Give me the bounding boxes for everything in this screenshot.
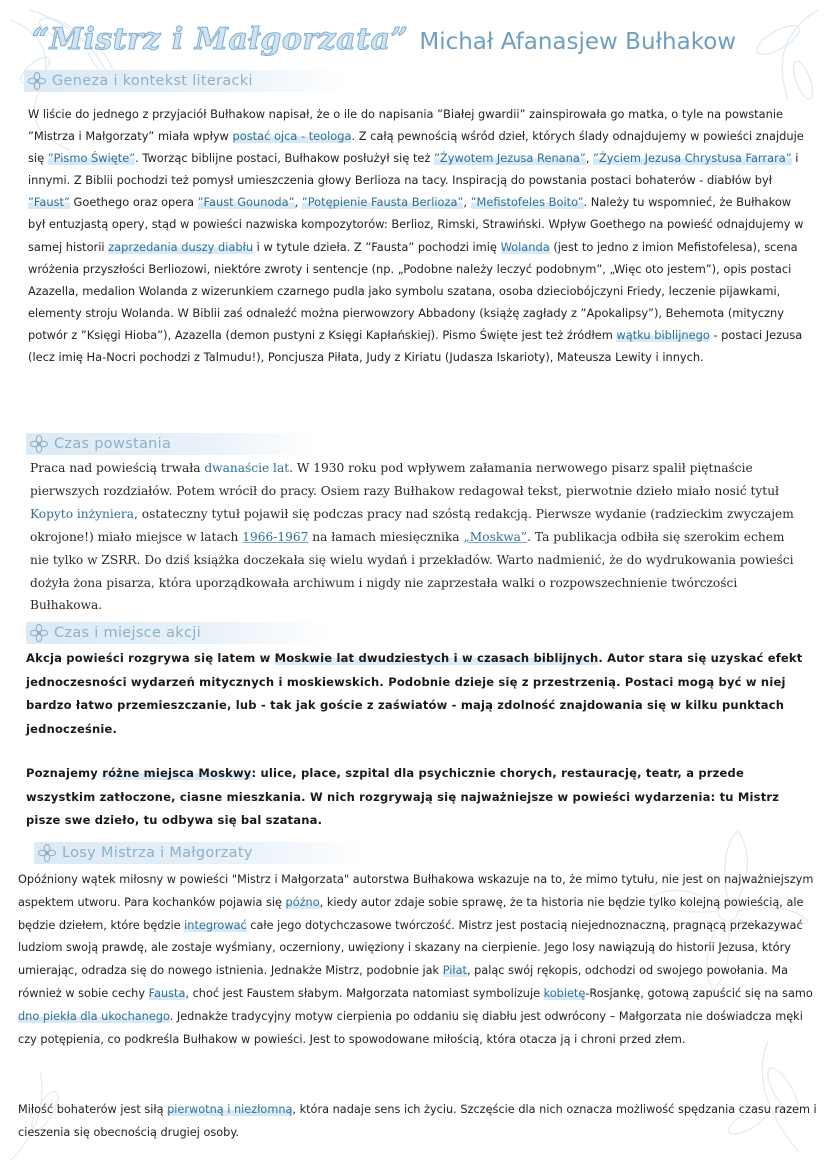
highlight: ”Życiem Jezusa Chrystusa Farrara” xyxy=(593,151,792,166)
page-title xyxy=(32,22,736,57)
section-heading-czas-powstania xyxy=(26,433,320,455)
flower-icon xyxy=(30,435,48,453)
section-heading-label: Geneza i kontekst literacki xyxy=(52,73,253,89)
highlight: postać ojca - teologa xyxy=(232,129,352,144)
paragraph-czas-powstania: Praca nad powieścią trwała dwanaście lat. W 1930 roku pod wpływem załamania nerwowego pisarz spalił piętnaście pierwszych rozdziałów. Potem wrócił do pracy. Osiem razy Bułhakow redagował tekst, pierwotnie dzieło miało nosić tytuł Kopyto inżyniera, ostateczny tytuł pojawił się podczas pracy nad szóstą redakcją. Pierwsze wydanie (radzieckim zwyczajem okrojone!) miało miejsce w latach 1966-1967 na łamach miesięcznika „Moskwa”. Ta publikacja odbiła się szerokim echem nie tylko w ZSRR. Do dziś książka doczekała się wielu wydań i przekładów. Warto nadmienić, że do wydrukowania powieści dożyła żona pisarza, która uporządkowała archiwum i nigdy nie zaprzestała walki o rozpowszechnienie twórczości Bułhakowa. xyxy=(30,461,794,613)
section-heading-label: Czas i miejsce akcji xyxy=(54,625,201,641)
highlight: „Moskwa” xyxy=(463,529,528,544)
highlight: Wolanda xyxy=(500,239,550,254)
highlight: ”Potępienie Fausta Berlioza” xyxy=(301,195,464,210)
section-heading-label: Czas powstania xyxy=(54,436,172,452)
highlight: Fausta xyxy=(148,986,186,1000)
highlight: dwanaście lat xyxy=(204,461,290,475)
highlight: dno piekła dla ukochanego xyxy=(18,1009,170,1023)
highlight: Moskwie lat dwudziestych i w czasach biblijnych xyxy=(274,651,599,665)
flower-icon xyxy=(38,844,56,862)
paragraph-czas-miejsce-2: Poznajemy różne miejsca Moskwy: ulice, place, szpital dla psychicznie chorych, restaurację, teatr, a przede wszystkim zatłoczone, ciasne mieszkania. W nich rozgrywają się najważniejsze w powieści wydarzenia: tu Mistrz pisze swe dzieło, tu odbywa się bal szatana. xyxy=(26,766,780,827)
book-title: “Mistrz i Małgorzata” xyxy=(32,22,409,57)
section-heading-label: Losy Mistrza i Małgorzaty xyxy=(62,845,253,861)
flower-icon xyxy=(28,72,46,90)
highlight: 1966-1967 xyxy=(242,529,309,544)
paragraph-losy-1: Opóźniony wątek miłosny w powieści "Mistrz i Małgorzata" autorstwa Bułhakowa wskazuje na to, że mimo tytułu, nie jest on najważniejszym aspektem utworu. Para kochanków pojawia się późno, kiedy autor zdaje sobie sprawę, że ta historia nie będzie tylko kolejną powieścią, ale będzie dziełem, które będzie integrować całe jego dotychczasowe twórczość. Mistrz jest postacią niejednoznaczną, pragnącą przekazywać ludziom swoją prawdę, ale zostaje wyśmiany, oczerniony, uwięziony i skazany na cierpienie. Jego losy nawiązują do historii Jezusa, który umierając, odradza się do nowego istnienia. Jednakże Mistrz, podobnie jak Piłat, paląc swój rękopis, odchodzi od swojego powołania. Ma również w sobie cechy Fausta, choć jest Faustem słabym. Małgorzata natomiast symbolizuje kobietę-Rosjankę, gotową zapuścić się na samo dno piekła dla ukochanego. Jednakże tradycyjny motyw cierpienia po oddaniu się diabłu jest odwrócony – Małgorzata nie doświadcza męki czy potępienia, co podkreśla Bułhakow w powieści. Jest to spowodowane miłością, która otacza ją i chroni przed złem. xyxy=(18,873,814,1046)
highlight: ”Żywotem Jezusa Renana” xyxy=(434,151,586,166)
section-heading-losy xyxy=(34,842,368,864)
section-heading-geneza xyxy=(24,70,348,92)
highlight: ”Faust Gounoda” xyxy=(197,195,295,210)
highlight: kobietę xyxy=(543,986,586,1000)
highlight: Kopyto inżyniera xyxy=(30,506,135,521)
highlight: ”Faust” xyxy=(28,195,70,210)
highlight: wątku biblijnego xyxy=(616,327,710,342)
highlight: pierwotną i niezłomną xyxy=(167,1103,293,1116)
highlight: ”Pismo Święte” xyxy=(47,151,136,166)
highlight: różne miejsca Moskwy xyxy=(102,766,252,780)
paragraph-losy-2: Miłość bohaterów jest siłą pierwotną i niezłomną, która nadaje sens ich życiu. Szczęście dla nich oznacza możliwość spędzania czasu razem i cieszenia się obecnością drugiej osoby. xyxy=(18,1103,817,1139)
highlight: integrować xyxy=(184,918,247,932)
author-name: Michał Afanasjew Bułhakow xyxy=(419,29,737,55)
highlight: zaprzedania duszy diabłu xyxy=(108,239,254,254)
paragraph-czas-miejsce-1: Akcja powieści rozgrywa się latem w Moskwie lat dwudziestych i w czasach biblijnych. Autor stara się uzyskać efekt jednoczesności wydarzeń mitycznych i moskiewskich. Podobnie dzieje się z przestrzenią. Postaci mogą być w niej bardzo łatwo przemieszczanie, lub - tak jak goście z zaświatów - mają zdolność znajdowania się w kilku punktach jednocześnie. xyxy=(26,651,803,736)
highlight: ”Mefistofeles Boito” xyxy=(470,195,584,210)
paragraph-geneza: W liście do jednego z przyjaciół Bułhakow napisał, że o ile do napisania ”Białej gwardii” zainspirowała go matka, o tyle na powstanie ”Mistrza i Małgorzaty” miała wpływ postać ojca - teologa. Z całą pewnością wśród dzieł, których ślady odnajdujemy w powieści znajduje się ”Pismo Święte”. Tworząc biblijne postaci, Bułhakow posłużył się też ”Żywotem Jezusa Renana”, ”Życiem Jezusa Chrystusa Farrara” i innymi. Z Biblii pochodzi też pomysł umieszczenia głowy Berlioza na tacy. Inspiracją do powstania postaci bohaterów - diabłów był ”Faust” Goethego oraz opera ”Faust Gounoda”, ”Potępienie Fausta Berlioza”, ”Mefistofeles Boito”. Należy tu wspomnieć, że Bułhakow był entuzjastą opery, stąd w powieści nazwiska kompozytorów: Berlioz, Rimski, Strawiński. Wpływ Goethego na powieść odnajdujemy w samej historii zaprzedania duszy diabłu i w tytule dzieła. Z ”Fausta” pochodzi imię Wolanda (jest to jedno z imion Mefistofelesa), scena wróżenia przyszłości Berliozowi, niektóre zwroty i sentencje (np. „Podobne należy leczyć podobnym”, „Więc oto jestem”), opis postaci Azazella, medalion Wolanda z wizerunkiem czarnego pudla jako symbolu szatana, osoba dzieciobójczyni Friedy, leczenie pijawkami, elementy stroju Wolanda. W Biblii zaś odnaleźć można pierwowzory Abbadony (książę zagłady z ”Apokalipsy”), Behemota (mityczny potwór z ”Księgi Hioba”), Azazella (demon pustyni z Księgi Kapłańskiej). Pismo Święte jest też źródłem wątku biblijnego - postaci Jezusa (lecz imię Ha-Nocri pochodzi z Talmudu!), Poncjusza Piłata, Judy z Kiriatu (Judasza Iskarioty), Mateusza Lewity i innych. xyxy=(28,107,804,365)
flower-icon xyxy=(30,624,48,642)
highlight: Piłat xyxy=(442,964,467,978)
section-heading-czas-miejsce xyxy=(26,622,330,644)
highlight: późno xyxy=(285,895,320,909)
